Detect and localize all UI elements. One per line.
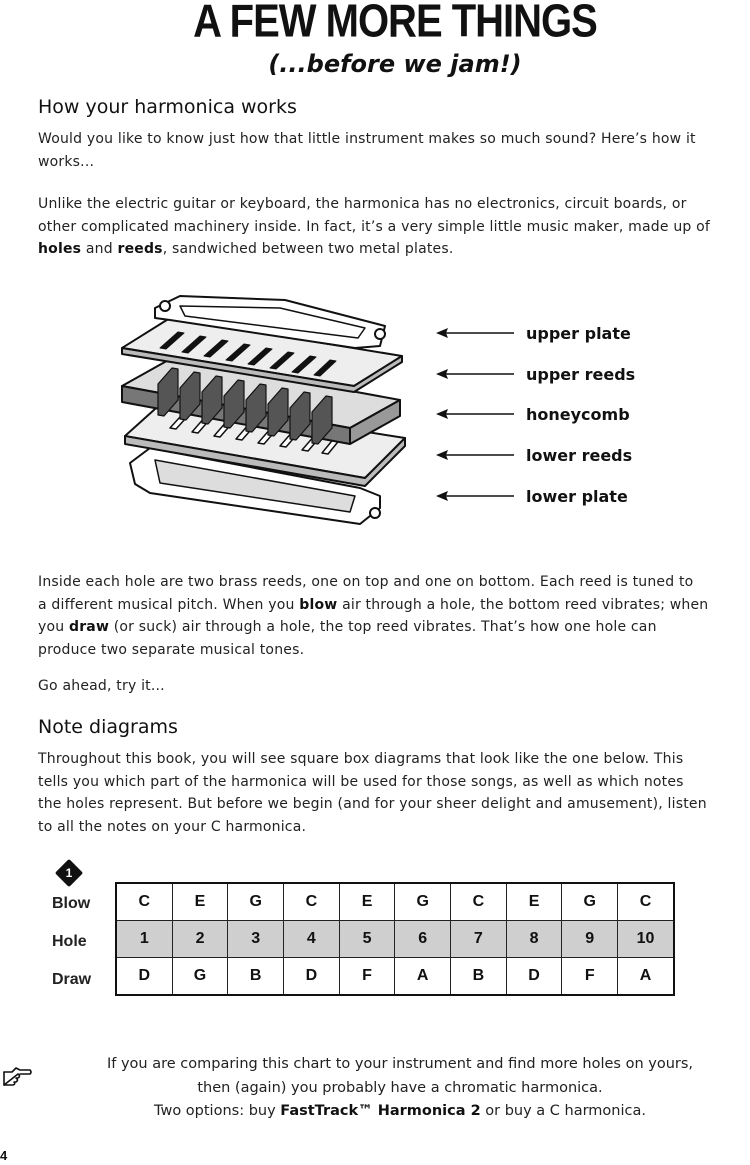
table-row-hole bbox=[116, 921, 674, 958]
table-cell: 5 bbox=[339, 921, 395, 958]
table-cell: 4 bbox=[284, 921, 340, 958]
table-cell: E bbox=[506, 883, 562, 921]
table-cell: D bbox=[506, 958, 562, 996]
diagram-label-honeycomb: honeycomb bbox=[526, 404, 630, 424]
text-line: Throughout this book, you will see square box diagrams that look like the one below. This bbox=[38, 751, 684, 767]
diagram-label-row bbox=[436, 363, 635, 385]
text-line: produce two separate musical tones. bbox=[38, 641, 305, 658]
diagram-label-row bbox=[436, 485, 628, 507]
table-cell: C bbox=[284, 883, 340, 921]
text-line bbox=[38, 594, 750, 617]
tip-line: If you are comparing this chart to your instrument and find more holes on yours, bbox=[106, 1056, 694, 1072]
bold-term-draw: draw bbox=[68, 619, 110, 635]
table-cell: G bbox=[172, 958, 228, 996]
paragraph-intro bbox=[38, 128, 750, 173]
table-cell: B bbox=[451, 958, 507, 996]
diagram-label-upper-plate: upper plate bbox=[526, 323, 631, 343]
text-fragment: you bbox=[38, 619, 69, 635]
diagram-label-lower-plate: lower plate bbox=[526, 486, 628, 506]
row-label-hole: Hole bbox=[52, 933, 87, 950]
tip-line bbox=[80, 1103, 720, 1119]
bold-term-blow: blow bbox=[299, 596, 338, 613]
paragraph-try-it: Go ahead, try it... bbox=[38, 678, 165, 694]
text-line: Unlike the electric guitar or keyboard, the harmonica has no electronics, circuit boards, or bbox=[38, 196, 687, 212]
left-arrow-icon bbox=[436, 368, 516, 380]
note-chart-table bbox=[115, 882, 675, 996]
text-fragment: Two options: buy bbox=[154, 1103, 281, 1119]
table-cell: D bbox=[116, 958, 172, 996]
diagram-label-lower-reeds: lower reeds bbox=[526, 445, 633, 465]
table-cell: A bbox=[395, 958, 451, 996]
table-cell: 9 bbox=[562, 921, 618, 958]
table-cell: F bbox=[562, 958, 618, 996]
bold-book-title: FastTrack™ Harmonica 2 bbox=[280, 1103, 481, 1119]
table-cell: F bbox=[339, 958, 395, 996]
text-fragment: or buy a C harmonica. bbox=[480, 1103, 646, 1119]
table-cell: 7 bbox=[451, 921, 507, 958]
text-fragment: air through a hole, the bottom reed vibrates; when bbox=[337, 596, 709, 613]
table-cell: E bbox=[339, 883, 395, 921]
text-line: to all the notes on your C harmonica. bbox=[38, 818, 307, 835]
text-line bbox=[38, 616, 750, 639]
text-fragment: a different musical pitch. When you bbox=[38, 596, 300, 613]
table-cell: G bbox=[228, 883, 284, 921]
table-cell: 2 bbox=[172, 921, 228, 958]
text-fragment: (or suck) air through a hole, the top reed vibrates. That’s how one hole can bbox=[109, 619, 657, 635]
text-line bbox=[38, 238, 750, 261]
table-cell: B bbox=[228, 958, 284, 996]
table-cell: 3 bbox=[228, 921, 284, 958]
diagram-label-upper-reeds: upper reeds bbox=[526, 364, 636, 384]
track-number: 1 bbox=[65, 866, 73, 880]
left-arrow-icon bbox=[436, 327, 516, 339]
text-line: works... bbox=[38, 153, 95, 170]
left-arrow-icon bbox=[436, 449, 516, 461]
table-cell: 8 bbox=[506, 921, 562, 958]
table-cell: C bbox=[451, 883, 507, 921]
table-cell: G bbox=[562, 883, 618, 921]
row-label-blow: Blow bbox=[52, 895, 91, 912]
table-cell: C bbox=[618, 883, 674, 921]
text-line: other complicated machinery inside. In fact, it’s a very simple little music maker, made up of bbox=[38, 218, 711, 235]
table-cell: 1 bbox=[116, 921, 172, 958]
diagram-label-row bbox=[436, 322, 631, 344]
page-number: 4 bbox=[0, 1148, 8, 1163]
text-fragment: , sandwiched between two metal plates. bbox=[162, 241, 454, 257]
diagram-label-row bbox=[436, 444, 632, 466]
table-cell: 10 bbox=[618, 921, 674, 958]
table-cell: C bbox=[116, 883, 172, 921]
text-line: tells you which part of the harmonica will be used for those songs, as well as which notes bbox=[38, 773, 684, 790]
paragraph-note-diagrams bbox=[38, 748, 750, 838]
diagram-label-row bbox=[436, 403, 630, 425]
harmonica-exploded-illustration bbox=[110, 288, 410, 538]
bold-term-reeds: reeds bbox=[117, 241, 163, 257]
table-cell: A bbox=[618, 958, 674, 996]
tip-line: then (again) you probably have a chromatic harmonica. bbox=[197, 1080, 603, 1096]
table-cell: 6 bbox=[395, 921, 451, 958]
bold-term-holes: holes bbox=[38, 241, 82, 257]
left-arrow-icon bbox=[436, 408, 516, 420]
table-row-blow bbox=[116, 883, 674, 921]
table-cell: E bbox=[172, 883, 228, 921]
row-label-draw: Draw bbox=[52, 971, 92, 988]
paragraph-reeds bbox=[38, 571, 750, 661]
left-arrow-icon bbox=[436, 490, 516, 502]
table-cell: D bbox=[284, 958, 340, 996]
text-line: the holes represent. But before we begin (and for your sheer delight and amusement), listen bbox=[38, 796, 707, 812]
section-heading-note-diagrams: Note diagrams bbox=[38, 716, 178, 738]
table-cell: G bbox=[395, 883, 451, 921]
track-number-badge bbox=[56, 860, 82, 886]
page-subtitle: (...before we jam!) bbox=[268, 50, 522, 78]
section-heading-how-it-works: How your harmonica works bbox=[38, 96, 297, 118]
text-line: Inside each hole are two brass reeds, one on top and one on bottom. Each reed is tuned to bbox=[38, 574, 694, 590]
harmonica-diagram bbox=[110, 288, 410, 542]
page-title: A FEW MORE THINGS bbox=[193, 0, 597, 47]
pointing-hand-icon bbox=[2, 1064, 32, 1086]
table-row-draw bbox=[116, 958, 674, 996]
paragraph-construction bbox=[38, 193, 750, 261]
text-fragment: and bbox=[81, 241, 118, 257]
text-line: Would you like to know just how that little instrument makes so much sound? Here’s how it bbox=[38, 131, 696, 147]
